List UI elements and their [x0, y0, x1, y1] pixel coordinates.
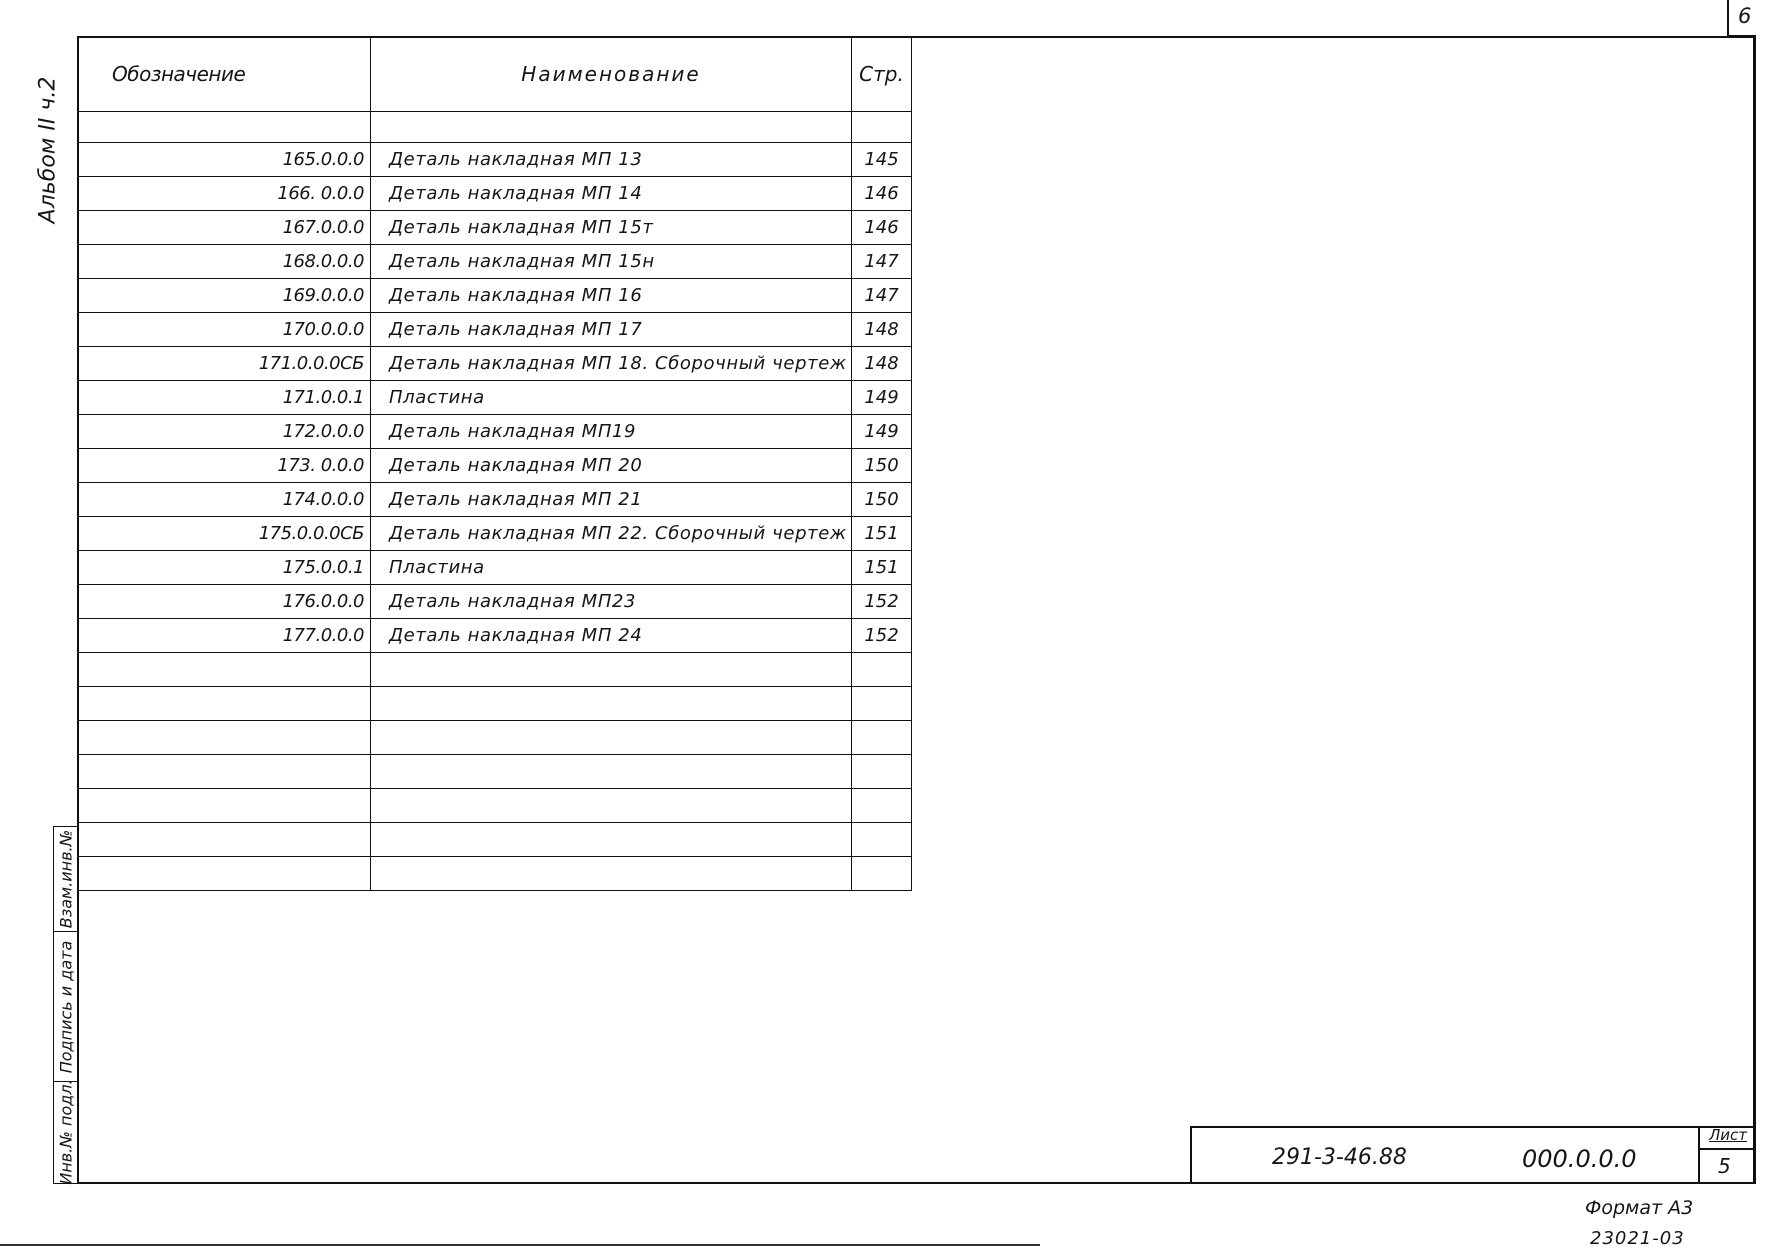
- margin-strip: [53, 826, 79, 1184]
- table-row: [78, 551, 912, 585]
- document-designation: 291-3-46.88: [1272, 1145, 1407, 1170]
- cell-page: 148: [852, 313, 912, 347]
- cell-name: Деталь накладная МП 20: [371, 449, 852, 483]
- table-empty-cell: [371, 721, 852, 755]
- header-page: Стр.: [852, 37, 912, 112]
- table-row: [78, 585, 912, 619]
- cell-page: 150: [852, 449, 912, 483]
- table-row: [78, 483, 912, 517]
- table-empty-cell: [852, 823, 912, 857]
- table-empty-row: [78, 857, 912, 891]
- table-spacer-row: [78, 112, 912, 143]
- cell-designation: 174.0.0.0: [78, 483, 371, 517]
- cell-designation: 173. 0.0.0: [78, 449, 371, 483]
- table-empty-row: [78, 653, 912, 687]
- cell-name: Деталь накладная МП 13: [371, 143, 852, 177]
- cell-page: 149: [852, 381, 912, 415]
- cell-name: Деталь накладная МП19: [371, 415, 852, 449]
- table-empty-cell: [78, 823, 371, 857]
- table-row: [78, 619, 912, 653]
- table-row: [78, 347, 912, 381]
- table-empty-cell: [852, 721, 912, 755]
- cell-designation: 170.0.0.0: [78, 313, 371, 347]
- cell-designation: 175.0.0.0СБ: [78, 517, 371, 551]
- table-empty-cell: [78, 721, 371, 755]
- table-row: [78, 415, 912, 449]
- cell-page: 146: [852, 211, 912, 245]
- table-empty-cell: [371, 789, 852, 823]
- album-label: Альбом II ч.2: [35, 76, 61, 224]
- table-empty-cell: [371, 653, 852, 687]
- cell-designation: 175.0.0.1: [78, 551, 371, 585]
- table-row: [78, 279, 912, 313]
- cell-page: 147: [852, 279, 912, 313]
- cell-page: 152: [852, 619, 912, 653]
- table-empty-cell: [371, 687, 852, 721]
- table-empty-cell: [852, 857, 912, 891]
- table-row: [78, 143, 912, 177]
- table-empty-cell: [78, 687, 371, 721]
- header-name: Наименование: [371, 37, 852, 112]
- title-block: [1190, 1126, 1756, 1184]
- cell-name: Пластина: [371, 381, 852, 415]
- table-row: [78, 517, 912, 551]
- table-empty-row: [78, 823, 912, 857]
- cell-designation: 172.0.0.0: [78, 415, 371, 449]
- table-empty-row: [78, 755, 912, 789]
- table-empty-cell: [852, 653, 912, 687]
- margin-label-signature-date: Подпись и дата: [56, 940, 75, 1073]
- table-empty-cell: [371, 857, 852, 891]
- table-empty-cell: [78, 653, 371, 687]
- cell-page: 150: [852, 483, 912, 517]
- table-empty-row: [78, 687, 912, 721]
- table-empty-row: [78, 789, 912, 823]
- cell-name: Деталь накладная МП 24: [371, 619, 852, 653]
- format-label: Формат А3: [1585, 1197, 1694, 1219]
- cell-name: Деталь накладная МП 21: [371, 483, 852, 517]
- cell-designation: 171.0.0.0СБ: [78, 347, 371, 381]
- cell-name: Деталь накладная МП 16: [371, 279, 852, 313]
- cell-designation: 169.0.0.0: [78, 279, 371, 313]
- table-empty-cell: [371, 755, 852, 789]
- table-row: [78, 449, 912, 483]
- table-row: [78, 245, 912, 279]
- cell-page: 146: [852, 177, 912, 211]
- header-designation: Обозначение: [78, 37, 371, 112]
- cell-designation: 167.0.0.0: [78, 211, 371, 245]
- scan-edge-line: [0, 1244, 1040, 1246]
- cell-name: Деталь накладная МП 18. Сборочный чертеж: [371, 347, 852, 381]
- cell-name: Деталь накладная МП 15н: [371, 245, 852, 279]
- cell-page: 147: [852, 245, 912, 279]
- sheet-corner-box: [1727, 0, 1756, 37]
- cell-name: Деталь накладная МП23: [371, 585, 852, 619]
- cell-designation: 168.0.0.0: [78, 245, 371, 279]
- cell-page: 145: [852, 143, 912, 177]
- cell-name: Деталь накладная МП 17: [371, 313, 852, 347]
- cell-page: 152: [852, 585, 912, 619]
- cell-designation: 177.0.0.0: [78, 619, 371, 653]
- cell-designation: 171.0.0.1: [78, 381, 371, 415]
- cell-name: Деталь накладная МП 22. Сборочный чертеж: [371, 517, 852, 551]
- table-row: [78, 177, 912, 211]
- cell-designation: 166. 0.0.0: [78, 177, 371, 211]
- cell-page: 149: [852, 415, 912, 449]
- margin-label-inv-replace: Взам.инв.№: [56, 829, 75, 929]
- table-empty-row: [78, 721, 912, 755]
- cell-designation: 176.0.0.0: [78, 585, 371, 619]
- sheet-number-box: [1698, 1126, 1756, 1184]
- table-row: [78, 313, 912, 347]
- margin-cell-signature-date: [54, 932, 77, 1082]
- table-empty-cell: [78, 755, 371, 789]
- cell-name: Деталь накладная МП 14: [371, 177, 852, 211]
- contents-table: [77, 36, 912, 891]
- cell-name: Пластина: [371, 551, 852, 585]
- table-empty-cell: [78, 789, 371, 823]
- table-header-row: [78, 37, 912, 112]
- table-empty-cell: [852, 789, 912, 823]
- cell-page: 151: [852, 551, 912, 585]
- table-empty-cell: [852, 755, 912, 789]
- table-empty-cell: [371, 823, 852, 857]
- margin-cell-inv-replace: [54, 827, 77, 932]
- cell-designation: 165.0.0.0: [78, 143, 371, 177]
- table-row: [78, 211, 912, 245]
- margin-label-inv-original: Инв.№ подл.: [56, 1079, 75, 1185]
- archive-number: 23021-03: [1590, 1228, 1685, 1249]
- sheet-corner-number: 6: [1738, 4, 1752, 28]
- cell-page: 151: [852, 517, 912, 551]
- table-row: [78, 381, 912, 415]
- sheet-number: 5: [1718, 1154, 1731, 1178]
- sheet-label: Лист: [1700, 1126, 1756, 1150]
- document-code: 000.0.0.0: [1522, 1145, 1637, 1173]
- table-empty-cell: [852, 687, 912, 721]
- cell-page: 148: [852, 347, 912, 381]
- cell-name: Деталь накладная МП 15т: [371, 211, 852, 245]
- table-empty-cell: [78, 857, 371, 891]
- margin-cell-inv-original: [54, 1079, 77, 1185]
